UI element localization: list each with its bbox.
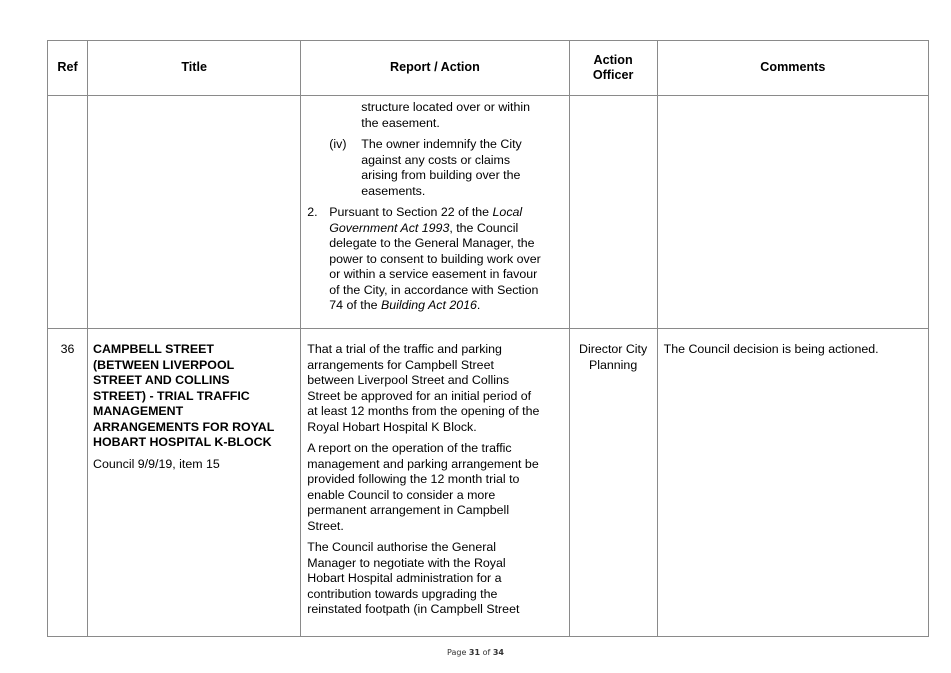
header-officer-line1: Action — [593, 52, 633, 67]
text-line: of the City, in accordance with Section — [329, 282, 539, 297]
report-paragraph: A report on the operation of the traffic management and parking arrangement be provided following the 12 month trial to enable Council to consider a more permanent arrangement in Campbell Street. — [307, 441, 539, 533]
table-row — [48, 329, 929, 637]
text-line: power to consent to building work over — [329, 251, 541, 266]
sub-item-number: (iv) — [329, 137, 347, 151]
row2-ref-cell — [48, 329, 88, 637]
officer-line: Planning — [588, 357, 638, 372]
header-report: Report / Action — [301, 41, 569, 96]
row2-comments-cell — [657, 329, 928, 637]
text-line: or within a service easement in favour — [329, 267, 538, 281]
officer-line: Director City — [579, 342, 648, 356]
action-table — [47, 40, 929, 637]
header-comments: Comments — [657, 41, 928, 96]
row2-officer-cell — [569, 329, 657, 637]
council-reference: Council 9/9/19, item 15 — [93, 456, 220, 471]
current-page: 31 — [468, 648, 481, 657]
comment-text: The Council decision is being actioned. — [663, 342, 879, 356]
header-title: Title — [88, 41, 301, 96]
text-line: The owner indemnify the City — [361, 137, 522, 151]
continued-text — [361, 100, 562, 131]
text-line: Government Act 1993, the Council — [329, 220, 519, 235]
row2-report-cell — [301, 329, 569, 637]
row1-ref-cell — [48, 96, 88, 329]
row2-title-cell — [88, 329, 301, 637]
text-line: against any costs or claims — [361, 152, 511, 167]
table-row — [48, 96, 929, 329]
text-line: Pursuant to Section 22 of the Local — [329, 205, 523, 219]
report-paragraph: That a trial of the traffic and parking arrangements for Campbell Street between Liverpool Street and Collins Street be approved for an initial period of at least 12 months from the opening of the Royal Hobart Hospital K Block. — [307, 342, 540, 434]
report-paragraph: The Council authorise the General Manager to negotiate with the Royal Hobart Hospital administration for a contribution towards upgrading the reinstated footpath (in Campbell Street — [307, 540, 520, 616]
header-row — [48, 41, 929, 96]
item-number: 2. — [307, 205, 318, 219]
text-line: easements. — [361, 183, 426, 198]
total-pages: 34 — [492, 648, 504, 657]
sub-item-iv — [329, 137, 562, 199]
text-line: structure located over or within — [361, 100, 530, 114]
row1-officer-cell — [569, 96, 657, 329]
text-line: 74 of the Building Act 2016. — [329, 298, 481, 312]
item-title: CAMPBELL STREET (BETWEEN LIVERPOOL STREET AND COLLINS STREET) - TRIAL TRAFFIC MANAGEMENT ARRANGEMENTS FOR ROYAL HOBART HOSPITAL K-BLOCK — [93, 342, 275, 449]
row1-report-cell — [301, 96, 569, 329]
page-footer: Page 31 of 34 — [447, 648, 504, 657]
header-officer-line2: Officer — [592, 68, 634, 82]
ref-number: 36 — [60, 342, 75, 356]
header-ref: Ref — [48, 41, 88, 96]
text-line: the easement. — [361, 115, 440, 130]
header-officer — [569, 41, 657, 96]
text-line: arising from building over the — [361, 168, 521, 182]
row1-comments-cell — [657, 96, 928, 329]
numbered-item-2 — [307, 205, 562, 314]
text-line: delegate to the General Manager, the — [329, 236, 535, 250]
row1-title-cell — [88, 96, 301, 329]
